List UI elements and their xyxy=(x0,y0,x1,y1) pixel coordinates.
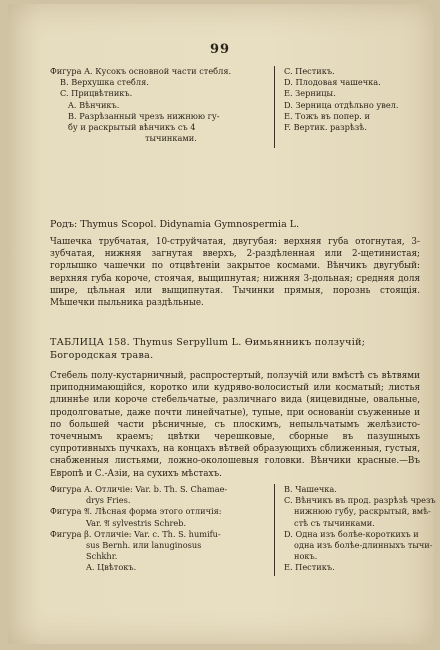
figure-caption: C. Прицвѣтникъ. xyxy=(60,88,133,99)
figure-caption: E. Пестикъ. xyxy=(284,562,335,573)
figure-caption: D. Одна изъ болѣе-короткихъ и xyxy=(284,528,419,539)
figure-caption: Фигура A. Отличіе: Var. b. Th. S. Chamae- xyxy=(50,484,228,494)
column-divider xyxy=(274,484,275,576)
figure-caption: стѣ съ тычинками. xyxy=(294,517,375,528)
figure-caption: B. Чашечка. xyxy=(284,484,337,494)
figure-caption: D. Зерница отдѣльно увел. xyxy=(284,99,399,110)
figure-caption: Var. 𝔄 sylvestris Schreb. xyxy=(86,517,187,528)
figure-caption: Schkhr. xyxy=(86,551,118,562)
figure-legend-top-right xyxy=(284,66,424,133)
genus-description: Чашечка трубчатая, 10-струйчатая, двугубая: верхняя губа отогнутая, 3-зубчатая, нижняя загнутая вверхъ, 2-раздѣленная или 2-щетинистая; горлышко чашечки по отцвѣтеніи закрытое космами. Вѣнчикъ двугубый: верхняя губа короче, стоячая, выщипнутая; нижняя 3-дольная; средняя доля шире, цѣльная или выщипнутая. Тычинки прямыя, порознь стоящія. Мѣшечки пыльника раздѣльные. xyxy=(50,237,420,309)
figure-caption: drys Fries. xyxy=(86,495,131,506)
figure-legend-bottom-right xyxy=(284,484,436,574)
figure-caption: нокъ. xyxy=(294,551,318,562)
figure-legend-bottom-left xyxy=(50,484,268,574)
figure-legend-top-left xyxy=(50,66,268,144)
figure-caption: Фигура β. Отличіе: Var. c. Th. S. humifu- xyxy=(50,528,221,539)
column-divider xyxy=(274,66,275,148)
figure-caption: E. Тожъ въ попер. и xyxy=(284,110,370,121)
figure-caption: C. Вѣнчикъ въ прод. разрѣзѣ чрезъ xyxy=(284,495,436,506)
figure-caption: F. Вертик. разрѣзѣ. xyxy=(284,122,367,133)
figure-caption: C. Пестикъ. xyxy=(284,66,335,76)
figure-caption: бу и раскрытый вѣнчикъ съ 4 xyxy=(68,122,196,133)
figure-caption: A. Цвѣтокъ. xyxy=(86,562,137,573)
figure-caption: тычинками. xyxy=(145,133,197,144)
genus-heading: Родъ: Thymus Scopol. Didynamia Gymnospermia L. xyxy=(50,219,300,230)
figure-caption: sus Bernh. или lanuginosus xyxy=(86,540,202,551)
figure-caption: A. Вѣнчикъ. xyxy=(68,99,120,110)
figure-caption: одна изъ болѣе-длинныхъ тычи- xyxy=(294,540,433,551)
plate-title: ТАБЛИЦА 158. Thymus Serpyllum L. Ѳимьянникъ ползучій; Богородская трава. xyxy=(50,337,366,361)
figure-caption: Фигура A. Кусокъ основной части стебля. xyxy=(50,66,232,76)
figure-caption: E. Зерницы. xyxy=(284,88,336,99)
species-description: Стебель полу-кустарничный, распростертый, ползучій или вмѣстѣ съ вѣтвями приподнимающійся, коротко или кудряво-волосистый или косматый; листья длиннѣе или короче стебельчатые, различнаго вида (яицевидные, овальные, продолговатые, даже почти линейчатые), тупые, при основаніи съуженные и по большей части рѣсничные, съ плоскимъ, непыльчатымъ желѣзисто-точечнымъ краемъ; цвѣтки черешковые, сборные въ пазушныхъ супротивныхъ пучкахъ, на концахъ вѣтвей образующихъ сближенныя, густыя, снабженныя листьями, ложно-околошевыя головки. Вѣнчики красные.—Въ Европѣ и С.-Азіи, на сухихъ мѣстахъ. xyxy=(50,371,420,479)
figure-caption: B. Верхушка стебля. xyxy=(60,77,149,88)
figure-caption: B. Разрѣзанный чрезъ нижнюю гу- xyxy=(68,110,220,121)
page-number: 99 xyxy=(209,42,231,57)
figure-caption: Фигура 𝔄. Лѣсная форма этого отличія: xyxy=(50,506,222,517)
figure-caption: нижнюю губу, раскрытый, вмѣ- xyxy=(294,506,431,517)
figure-caption: D. Плодовая чашечка. xyxy=(284,77,381,88)
